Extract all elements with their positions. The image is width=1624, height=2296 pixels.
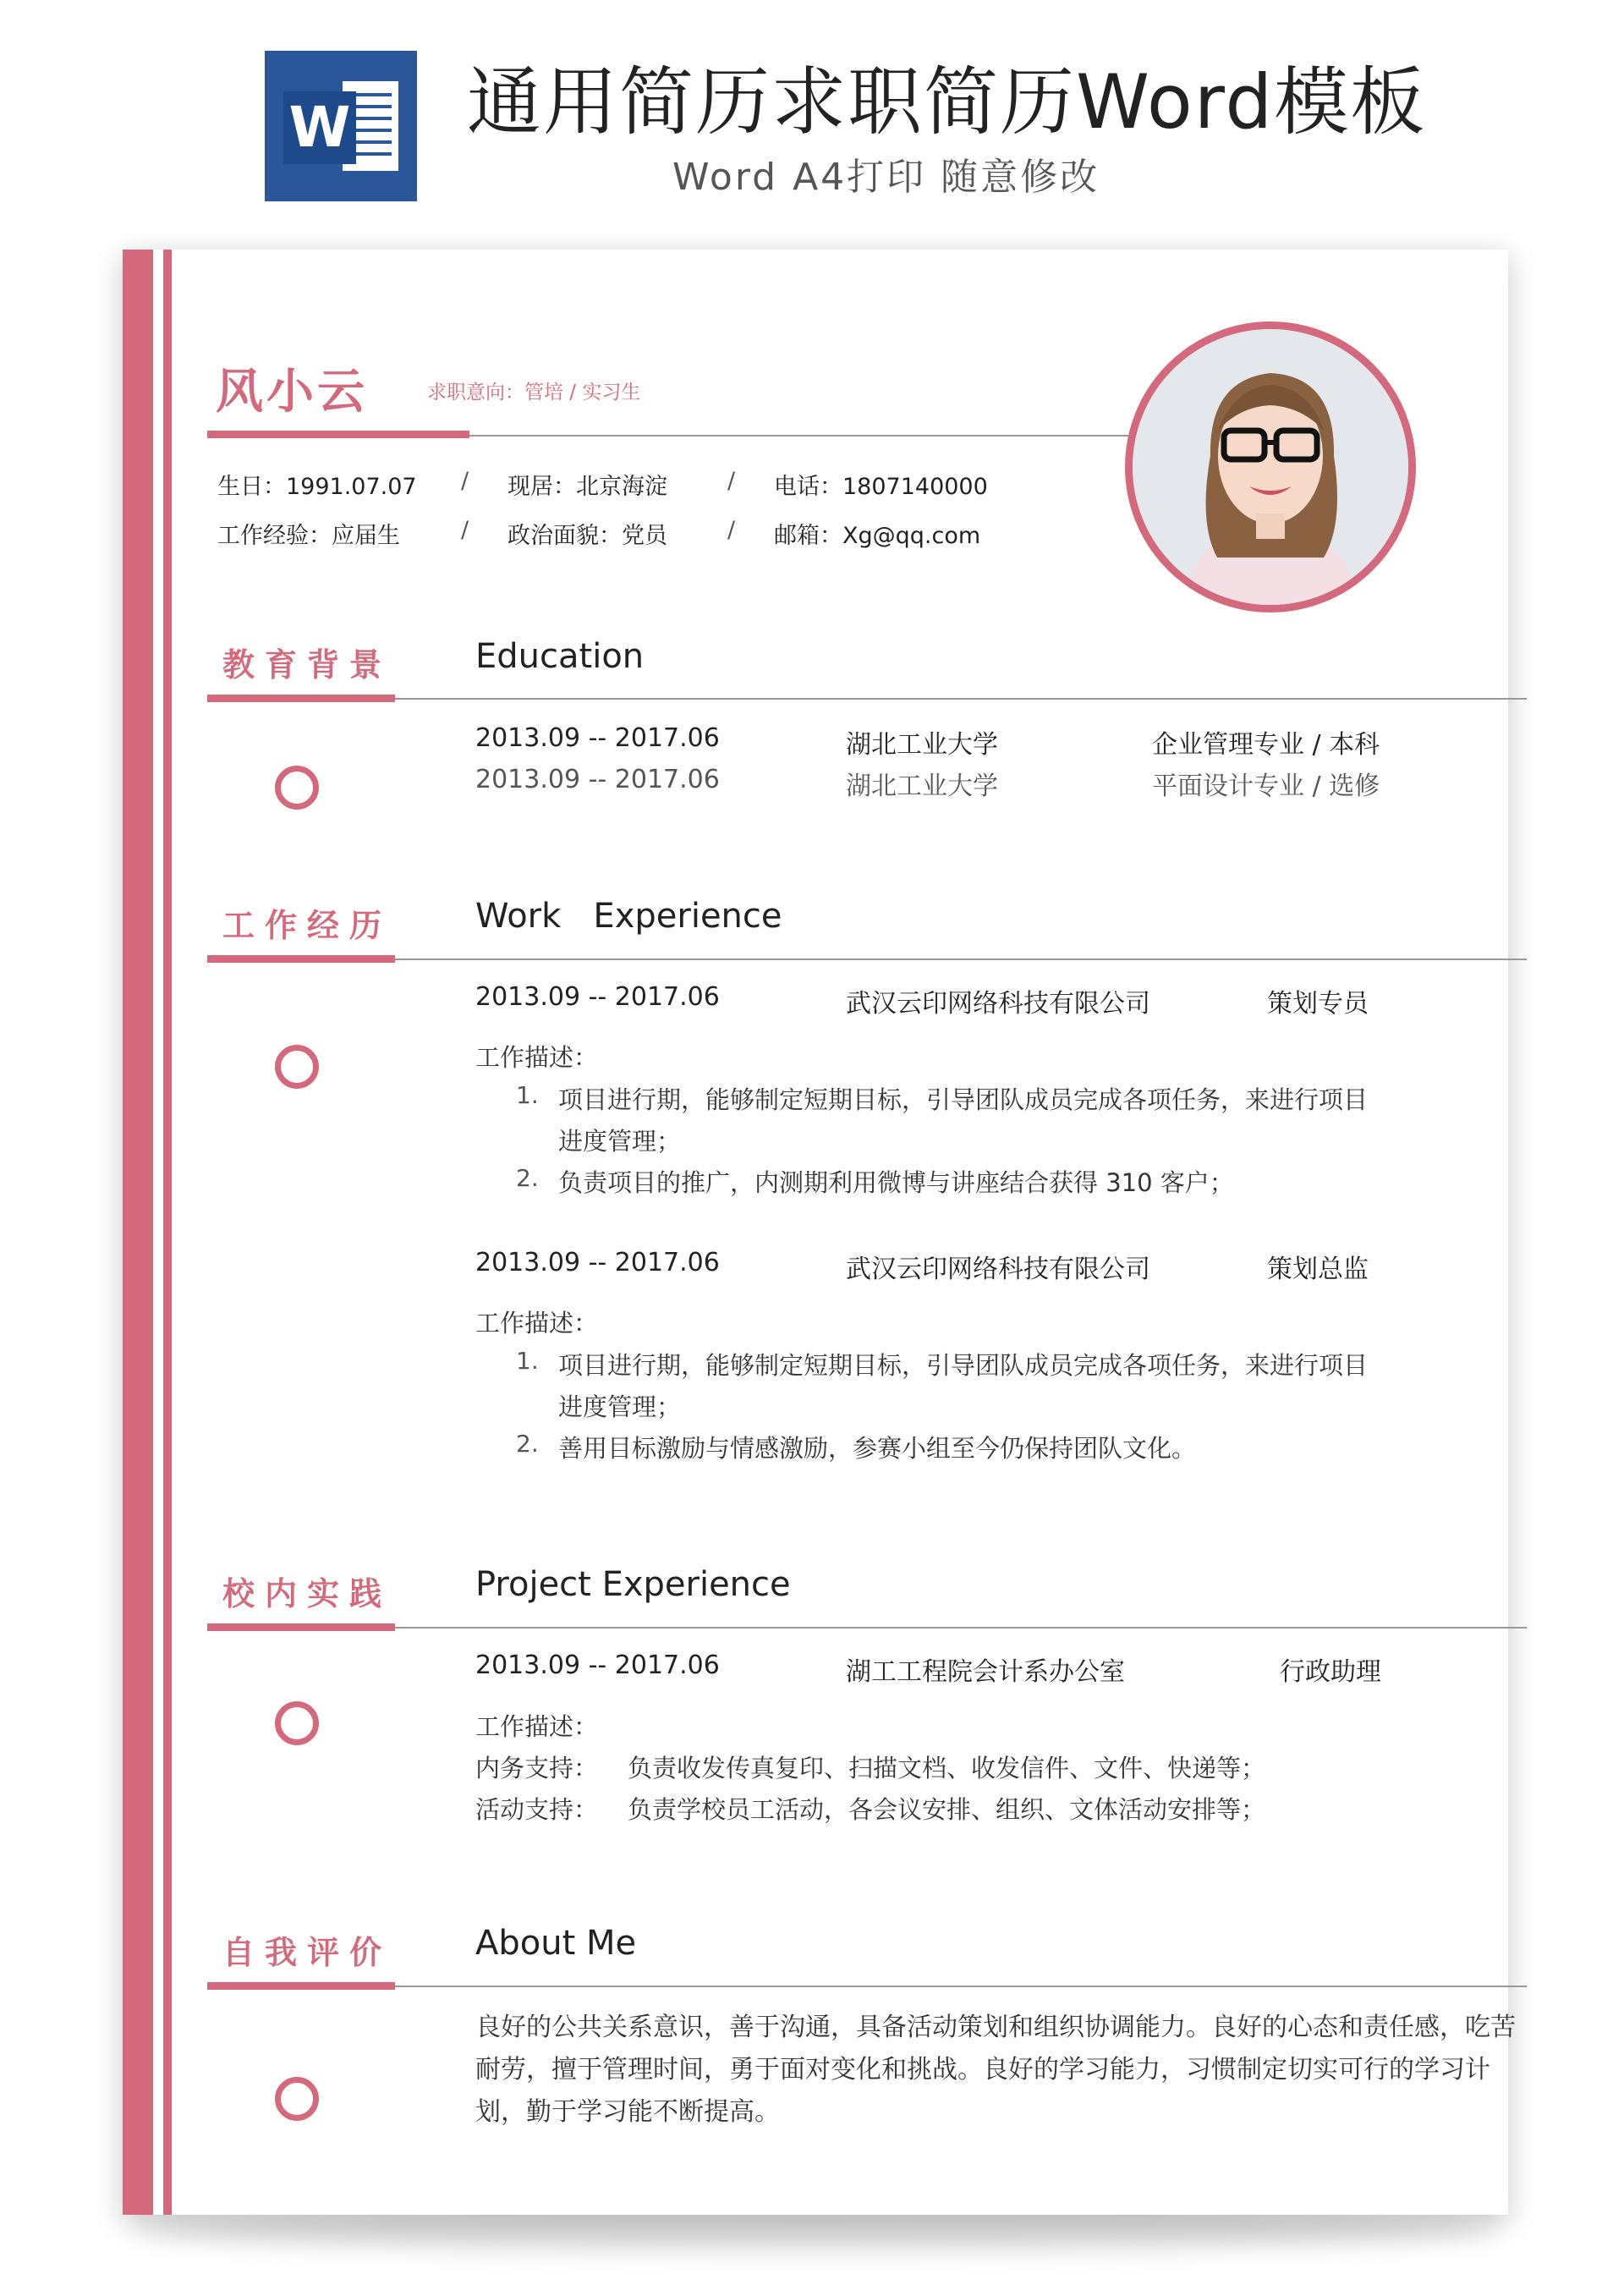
project-role: 行政助理 — [1280, 1657, 1381, 1687]
banner-subtitle: Word A4打印 随意修改 — [672, 156, 1100, 199]
edu-period: 2013.09 -- 2017.06 — [475, 723, 720, 753]
job-desc-label: 工作描述： — [475, 1043, 599, 1072]
phone-info: 电话：1807140000 — [774, 474, 988, 500]
politics-info: 政治面貌：党员 — [508, 523, 667, 549]
project-item-text: 负责学校员工活动，各会议安排、组织、文体活动安排等； — [628, 1795, 1266, 1824]
education-ring-icon — [275, 766, 319, 810]
work-title-en: Work Experience — [475, 897, 782, 936]
portrait-illustration — [1133, 329, 1408, 605]
job-company: 武汉云印网络科技有限公司 — [846, 1255, 1150, 1284]
project-desc-label: 工作描述： — [475, 1712, 599, 1741]
info-separator: / — [461, 468, 469, 494]
about-title-en: About Me — [475, 1924, 637, 1963]
job-desc-item: 进度管理； — [558, 1392, 682, 1421]
edu-school: 湖北工业大学 — [846, 772, 998, 801]
job-desc-item: 负责项目的推广，内测期利用微博与讲座结合获得 310 客户； — [558, 1168, 1234, 1197]
about-text: 良好的公共关系意识，善于沟通，具备活动策划和组织协调能力。良好的心态和责任感，吃苦耐劳，擅于管理时间，勇于面对变化和挑战。良好的学习能力，习惯制定切实可行的学习计划，勤于学习能不断提高。 — [475, 2013, 1516, 2127]
job-period: 2013.09 -- 2017.06 — [475, 982, 720, 1012]
project-underline — [207, 1623, 395, 1631]
job-intent: 求职意向：管培 / 实习生 — [427, 382, 641, 404]
info-separator: / — [727, 517, 736, 543]
job-position: 策划总监 — [1267, 1255, 1369, 1284]
job-desc-item: 项目进行期，能够制定短期目标，引导团队成员完成各项任务，来进行项目 — [558, 1351, 1369, 1380]
education-underline — [207, 695, 395, 702]
left-accent-bar — [123, 250, 153, 2215]
list-number: 1. — [516, 1347, 539, 1375]
edu-period: 2013.09 -- 2017.06 — [475, 765, 720, 794]
about-underline — [207, 1982, 395, 1990]
about-title-cn: 自我评价 — [222, 1934, 392, 1971]
project-ring-icon — [275, 1701, 319, 1745]
job-company: 武汉云印网络科技有限公司 — [846, 989, 1150, 1019]
list-number: 2. — [516, 1430, 539, 1458]
education-title-en: Education — [475, 637, 645, 676]
email-info: 邮箱：Xg@qq.com — [774, 523, 981, 549]
work-title-cn: 工作经历 — [222, 907, 392, 944]
template-banner — [0, 0, 1624, 245]
work-divider — [395, 958, 1527, 960]
education-title-cn: 教育背景 — [222, 646, 392, 684]
list-number: 2. — [516, 1164, 539, 1192]
word-app-icon — [265, 51, 417, 201]
info-separator: / — [727, 468, 736, 494]
job-desc-item: 进度管理； — [558, 1127, 682, 1156]
education-divider — [395, 698, 1527, 700]
candidate-name: 风小云 — [216, 365, 368, 420]
edu-school: 湖北工业大学 — [846, 730, 998, 760]
about-ring-icon — [275, 2077, 319, 2121]
about-divider — [395, 1986, 1527, 1987]
left-accent-line — [163, 250, 172, 2215]
profile-photo — [1125, 321, 1416, 612]
residence-info: 现居：北京海淀 — [508, 474, 667, 500]
job-desc-item: 项目进行期，能够制定短期目标，引导团队成员完成各项任务，来进行项目 — [558, 1085, 1369, 1114]
edu-major: 企业管理专业 / 本科 — [1152, 730, 1380, 760]
work-underline — [207, 955, 395, 963]
job-position: 策划专员 — [1267, 989, 1369, 1019]
word-letter: W — [283, 91, 356, 164]
project-title-en: Project Experience — [475, 1565, 791, 1604]
list-number: 1. — [516, 1081, 539, 1109]
project-divider — [395, 1627, 1527, 1629]
work-ring-icon — [275, 1045, 319, 1089]
project-title-cn: 校内实践 — [222, 1575, 392, 1612]
project-item-label: 活动支持： — [475, 1795, 599, 1824]
banner-title: 通用简历求职简历Word模板 — [467, 58, 1427, 146]
project-item-text: 负责收发传真复印、扫描文档、收发信件、文件、快递等； — [628, 1754, 1266, 1782]
edu-major: 平面设计专业 / 选修 — [1152, 772, 1380, 801]
experience-info: 工作经验：应届生 — [217, 523, 400, 549]
birth-info: 生日：1991.07.07 — [217, 474, 417, 500]
job-period: 2013.09 -- 2017.06 — [475, 1248, 720, 1277]
name-underline — [207, 431, 469, 438]
project-org: 湖工工程院会计系办公室 — [846, 1657, 1125, 1687]
info-separator: / — [461, 517, 469, 543]
project-period: 2013.09 -- 2017.06 — [475, 1651, 720, 1680]
job-desc-item: 善用目标激励与情感激励，参赛小组至今仍保持团队文化。 — [558, 1434, 1197, 1463]
project-item-label: 内务支持： — [475, 1754, 599, 1782]
resume-page — [123, 250, 1516, 2215]
job-desc-label: 工作描述： — [475, 1309, 599, 1338]
